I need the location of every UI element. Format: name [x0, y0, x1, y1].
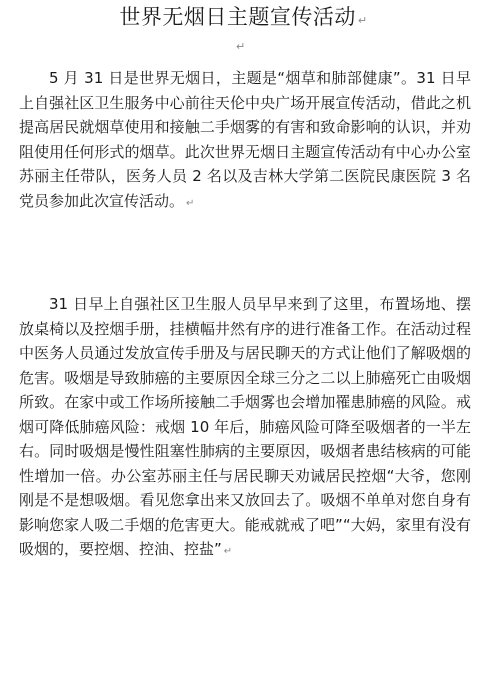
paragraph-text: 5 月 31 日是世界无烟日，主题是“烟草和肺部健康”。31 日早上自强社区卫生服务中心前往天伦中央广场开展宣传活动，借此之机提高居民就烟草使用和接触二手烟雾的有害和致命影响的认识，并劝阻使用任何形式的烟草。此次世界无烟日主题宣传活动有中心办公室苏丽主任带队，医务人员 2 名以及吉林大学第二医院民康医院 3 名党员参加此次宣传活动。 — [19, 69, 471, 210]
document-title-line — [0, 2, 487, 36]
paragraph-mark-icon: ↵ — [186, 197, 195, 209]
paragraph-mark-icon: ↵ — [223, 546, 233, 557]
document-title: 世界无烟日主题宣传活动 — [119, 5, 356, 29]
paragraph-text: 31 日早上自强社区卫生服人员早早来到了这里，布置场地、摆放桌椅以及控烟手册，挂横幅井然有序的进行准备工作。在活动过程中医务人员通过发放宣传手册及与居民聊天的方式让他们了解吸烟的危害。吸烟是导致肺癌的主要原因全球三分之二以上肺癌死亡由吸烟所致。在家中或工作场所接触二手烟雾也会增加罹患肺癌的风险。戒烟可降低肺癌风险：戒烟 10 年后，肺癌风险可降至吸烟者的一半左右。同时吸烟是慢性阻塞性肺病的主要原因，吸烟者患结核病的可能性增加一倍。办公室苏丽主任与居民聊天劝诫居民控烟“大爷，您刚刚是不是想吸烟。看见您拿出来又放回去了。吸烟不单单对您自身有影响您家人吸二手烟的危害更大。能戒就戒了吧”“大妈，家里有没有吸烟的，要控烟、控油、控盐” — [19, 295, 471, 558]
paragraph-mark-icon: ↵ — [236, 40, 246, 53]
body-paragraph-1 — [19, 66, 471, 216]
body-paragraph-2 — [19, 292, 471, 565]
paragraph-mark-icon: ↵ — [357, 14, 368, 27]
